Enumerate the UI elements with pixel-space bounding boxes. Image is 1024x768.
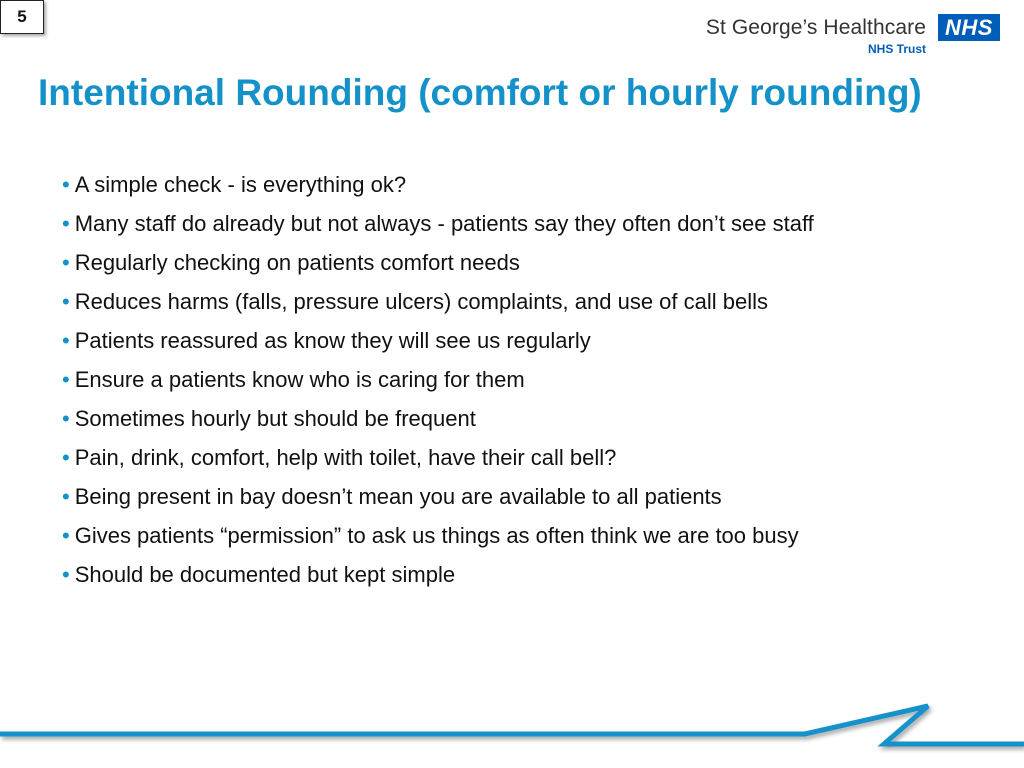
slide-number: 5 bbox=[0, 0, 44, 34]
bullet-dot-icon: • bbox=[62, 445, 70, 470]
bullet-dot-icon: • bbox=[62, 484, 70, 509]
bullet-item bbox=[62, 324, 932, 358]
bullet-item bbox=[62, 402, 932, 436]
bullet-text: A simple check - is everything ok? bbox=[74, 172, 407, 197]
bullet-item bbox=[62, 207, 932, 241]
bullet-text: Pain, drink, comfort, help with toilet, have their call bell? bbox=[74, 445, 617, 470]
bullet-dot-icon: • bbox=[62, 562, 70, 587]
bullet-dot-icon: • bbox=[62, 367, 70, 392]
bullet-text: Regularly checking on patients comfort needs bbox=[74, 250, 520, 275]
bullet-text: Reduces harms (falls, pressure ulcers) complaints, and use of call bells bbox=[74, 289, 768, 314]
bullet-dot-icon: • bbox=[62, 523, 70, 548]
bullet-item bbox=[62, 480, 932, 514]
bullet-dot-icon: • bbox=[62, 328, 70, 353]
bullet-dot-icon: • bbox=[62, 250, 70, 275]
bullet-dot-icon: • bbox=[62, 211, 70, 236]
bullet-text: Being present in bay doesn’t mean you are available to all patients bbox=[74, 484, 722, 509]
org-subtitle: NHS Trust bbox=[867, 42, 926, 56]
bullet-item bbox=[62, 441, 932, 475]
bullet-item bbox=[62, 246, 932, 280]
bullet-text: Gives patients “permission” to ask us things as often think we are too busy bbox=[74, 523, 799, 548]
bullet-item bbox=[62, 558, 932, 592]
bullet-text: Patients reassured as know they will see us regularly bbox=[74, 328, 591, 353]
bullet-item bbox=[62, 168, 932, 202]
bullet-list bbox=[62, 168, 932, 597]
bullet-text: Many staff do already but not always - patients say they often don’t see staff bbox=[74, 211, 814, 236]
nhs-logo: NHS bbox=[938, 14, 1000, 41]
bullet-item bbox=[62, 363, 932, 397]
footer-swoosh-decoration bbox=[0, 690, 1024, 768]
bullet-text: Should be documented but kept simple bbox=[74, 562, 456, 587]
slide-title: Intentional Rounding (comfort or hourly rounding) bbox=[38, 72, 922, 113]
org-branding bbox=[705, 12, 1010, 58]
bullet-text: Sometimes hourly but should be frequent bbox=[74, 406, 476, 431]
bullet-item bbox=[62, 519, 932, 553]
bullet-text: Ensure a patients know who is caring for them bbox=[74, 367, 525, 392]
bullet-dot-icon: • bbox=[62, 406, 70, 431]
bullet-dot-icon: • bbox=[62, 289, 70, 314]
org-name: St George’s Healthcare bbox=[705, 16, 926, 39]
bullet-item bbox=[62, 285, 932, 319]
bullet-dot-icon: • bbox=[62, 172, 70, 197]
